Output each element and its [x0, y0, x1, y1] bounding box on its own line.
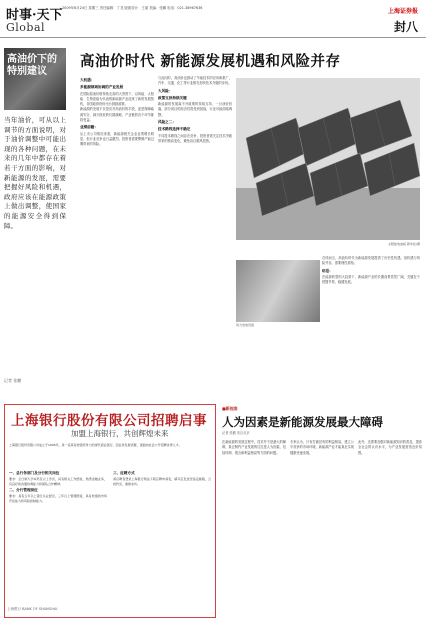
- lower-column-3: 此外，还需要加强对新能源知识的普及，提高全社会的认识水平，为产业发展营造良好氛围。: [358, 440, 422, 455]
- lower-headline: 人为因素是新能源发展最大障碍: [222, 415, 383, 429]
- solar-panel-photo: [236, 78, 420, 240]
- subhead: 结语：: [322, 268, 333, 273]
- solar-panel-illustration: [236, 78, 420, 240]
- ad-column-left: [9, 469, 107, 605]
- paragraph: 不同技术路线之间存在竞争，投资者需关注技术突破带来的格局变化，避免盲目跟风投资。: [158, 133, 232, 143]
- section-logo: 时事·天下: [6, 8, 63, 23]
- sidebar-author: 记者 张鹏: [4, 378, 22, 383]
- paragraph: 在能源转型的大趋势下，新能源产业的长期前景依然广阔，关键在于把握节奏，稳健发展。: [322, 274, 420, 285]
- paragraph: 在国际原油价格持续走高的大背景下，以风能、太阳能、生物质能为代表的新能源产业迎来了新的发展契机，各国政府纷纷出台鼓励政策。: [80, 91, 154, 107]
- paper-name: 上海证券报: [387, 8, 418, 15]
- sidebar-column: [4, 48, 66, 388]
- issue-info: 2009年6月24日 星期三 责任编辑：丁龙 版面设计：王丽 美编：张鹏 电话：021-38967636: [62, 6, 203, 10]
- subhead: 大风险：: [158, 88, 173, 93]
- sidebar-body: 当年油价，可从以上调节的方面说明，对于油价调整中可能出现的各种问题，在未来的几年中都存在着若干方面的影响，对新能源的发展，需要把握好风险和机遇，政府应该在能源政策上做出调整，使国家的能源安全得到保障。: [4, 116, 66, 230]
- ad-column-right: [113, 469, 211, 605]
- ad-position-text: 要求：具有五年以上银行从业经历，三年以上管理经验，具有较强的市场开拓能力和风险控制能力。: [9, 494, 107, 503]
- paragraph: 与此同时，高油价也推动了节能技术的应用和推广，汽车、交通、化工等行业都在加快技术升级的步伐。: [158, 76, 232, 86]
- lower-column-2: 专家认为，只有打破旧有的利益格局，建立公平竞争的市场环境，新能源产业才能真正实现健康快速发展。: [290, 440, 354, 455]
- ad-position-title: 一、总行各部门及分行相关岗位: [9, 471, 60, 475]
- ad-position-text: 要求：全日制大学本科及以上学历，具有相关工作经验，熟悉金融业务，有良好的沟通协调能力和团队合作精神。: [9, 476, 107, 486]
- ad-position-title: 二、分行管理岗位: [9, 488, 38, 493]
- subhead: 技术路线选择不确定: [158, 127, 191, 132]
- subhead: 大机遇：: [80, 78, 95, 82]
- article-column-2: [158, 76, 232, 396]
- ad-position-text: 请应聘者登录上海银行网站下载应聘申请表，填写后发送至指定邮箱，合则约见，谢绝来访。: [113, 476, 211, 486]
- lower-tag: ■新视角: [222, 406, 238, 411]
- section-global: Global: [6, 21, 46, 34]
- main-headline: 高油价时代 新能源发展机遇和风险并存: [80, 54, 341, 70]
- subhead: 多能源领域协调的产业发展: [80, 85, 124, 90]
- paragraph: 新能源的发展离不开政策的持续支持，一旦油价回落，部分项目的经济性将受到挑战，行业可能面临调整。: [158, 102, 232, 117]
- lower-byline: 记者 张鹏 发自北京: [222, 431, 250, 435]
- job-advertisement: [4, 404, 216, 618]
- subhead: 政策支持持续关键: [158, 95, 187, 100]
- ad-footer-logo: 上海银行 BANK OF SHANGHAI: [7, 607, 58, 611]
- ad-title: 上海银行股份有限公司招聘启事: [11, 413, 207, 429]
- subhead: 业绩前瞻：: [80, 125, 98, 130]
- photo-caption: 太阳能电池板 新华社/图: [388, 242, 420, 246]
- ad-intro: 上海银行股份有限公司成立于1995年，是一家具有较强竞争力的现代商业银行。因业务发展需要，现面向社会公开招聘优秀人才。: [9, 443, 182, 447]
- paragraph: 总体而言，高油价时代为新能源发展提供了历史性机遇，但机遇与风险并存，需要理性看待。: [322, 256, 420, 266]
- lower-column-1: 在新能源的发展过程中，技术并不是最大的障碍，真正制约产业发展的往往是人为因素，包括体制、观念和利益格局等方面的问题。: [222, 440, 286, 455]
- inset-caption: 风力发电设备: [236, 323, 255, 327]
- paragraph: 从上市公司情况来看，新能源相关企业业绩增长明显，但行业竞争也日益激烈，投资者需要警惕产能过剩带来的风险。: [80, 131, 154, 147]
- ad-position-title: 三、应聘方式: [113, 471, 135, 475]
- sidebar-title: 高油价下的特别建议: [7, 54, 57, 77]
- ad-slogan: 加盟上海银行，共创辉煌未来: [71, 429, 169, 438]
- article-column-4: [322, 256, 420, 396]
- article-column-1: [80, 76, 154, 396]
- page-section: 封八: [393, 20, 418, 34]
- subhead: 风险之二：: [158, 120, 176, 125]
- paragraph: 新能源的发展不仅是应对高油价的手段，更是保障能源安全、减少排放的长期战略，产业链的各个环节都将受益。: [80, 107, 154, 123]
- wind-turbine-photo: [236, 260, 320, 322]
- masthead: [0, 0, 426, 38]
